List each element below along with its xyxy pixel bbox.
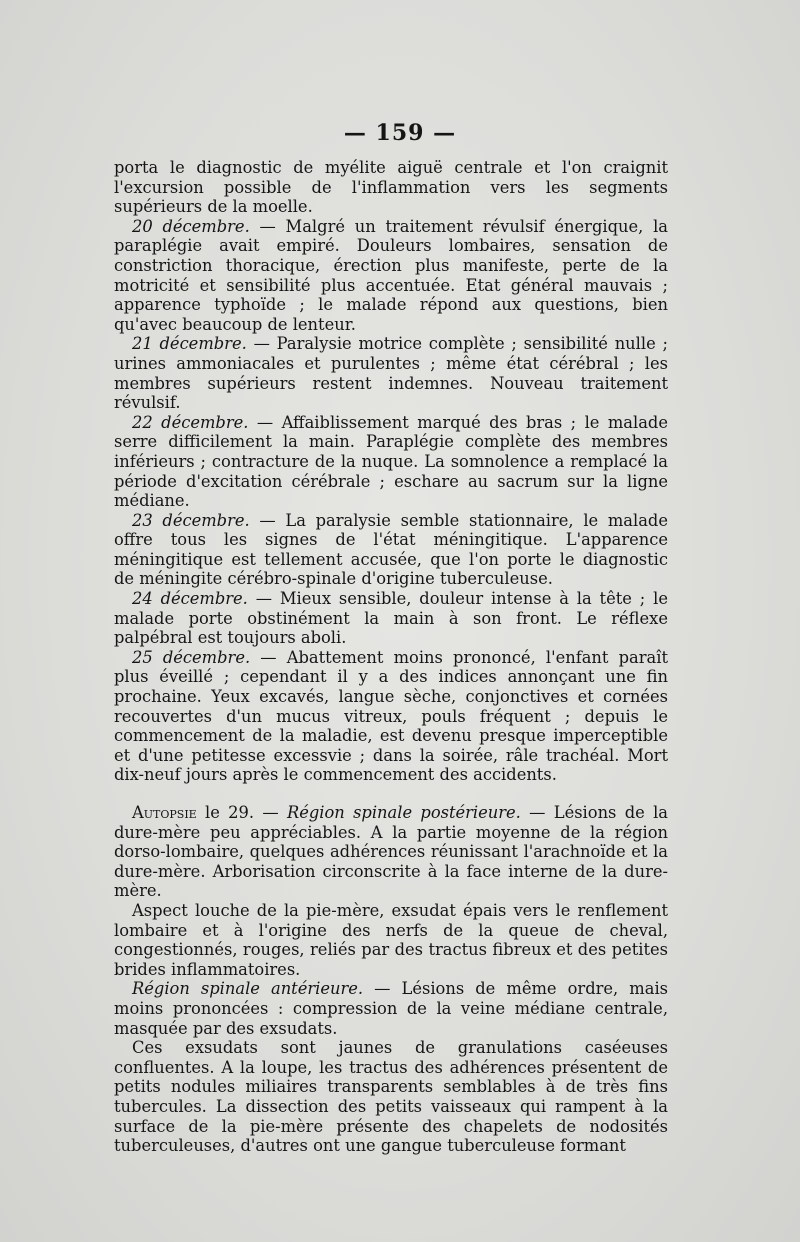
entry-date: 20 décembre. [132, 216, 250, 236]
paragraph: Ces exsudats sont jaunes de granulations caséeuses confluentes. A la loupe, les tractus des adhérences présentent de petits nodules miliaires transparents semblables à de très fins tubercules. La dissection des petits vaisseaux qui rampent à la surface de la pie-mère présente des chapelets de nodosités tuberculeuses, d'autres ont une gangue tuberculeuse formant [114, 1038, 668, 1156]
region-label: Région spinale postérieure. [286, 803, 521, 822]
entry-text: — Abattement moins prononcé, l'enfant paraît plus éveillé ; cependant il y a des indices annonçant une fin prochaine. Yeux excavés, langue sèche, conjonctives et cornées recouvertes d'un mucus vitreux, pouls fréquent ; depuis le commencement de la maladie, est devenu presque imperceptible et d'une petitesse excessvie ; dans la soirée, râle trachéal. Mort dix-neuf jours après le commencement des accidents. [114, 647, 668, 785]
page-number: — 159 — [343, 120, 457, 146]
entry-text: le 29. — [196, 803, 287, 822]
paragraph [114, 413, 668, 511]
entry-date: 23 décembre. [132, 510, 250, 530]
paragraph [114, 589, 668, 648]
paragraph [114, 334, 668, 412]
autopsy-label: Autopsie [132, 803, 197, 822]
entry-text: — La paralysie semble stationnaire, le malade offre tous les signes de l'état méningitique. L'apparence méningitique est tellement accusée, que l'on porte le diagnostic de méningite cérébro-spinale d'origine tuberculeuse. [114, 510, 668, 589]
entry-text: — Lésions de la dure-mère peu appréciables. A la partie moyenne de la région dorso-lombaire, quelques adhérences réunissant l'arachnoïde et la dure-mère. Arborisation circonscrite à la face interne de la dure-mère. [114, 803, 668, 901]
entry-date: 25 décembre. [132, 647, 251, 667]
paragraph: Aspect louche de la pie-mère, exsudat épais vers le renflement lombaire et à l'origine des nerfs de la queue de cheval, congestionnés, rouges, reliés par des tractus fibreux et des petites brides inflammatoires. [114, 900, 668, 979]
region-label: Région spinale antérieure. [132, 979, 364, 999]
paragraph [114, 979, 668, 1038]
body-text [114, 158, 668, 1156]
entry-text: — Mieux sensible, douleur intense à la tête ; le malade porte obstinément la main à son front. Le réflexe palpébral est toujours aboli. [114, 589, 668, 648]
entry-text: — Affaiblissement marqué des bras ; le malade serre difficilement la main. Paraplégie complète des membres inférieurs ; contracture de la nuque. La somnolence a remplacé la période d'excitation cérébrale ; eschare au sacrum sur la ligne médiane. [114, 412, 668, 511]
paragraph [114, 803, 668, 901]
entry-date: 22 décembre. [132, 412, 249, 432]
paragraph: porta le diagnostic de myélite aiguë centrale et l'on craignit l'excursion possible de l'inflammation vers les segments supérieurs de la moelle. [114, 158, 668, 217]
entry-text: — Paralysie motrice complète ; sensibilité nulle ; urines ammoniacales et purulentes ; même état cérébral ; les membres supérieurs restent indemnes. Nouveau traitement révulsif. [114, 334, 668, 413]
entry-date: 21 décembre. [132, 334, 247, 354]
entry-date: 24 décembre. [132, 589, 248, 609]
entry-text: — Lésions de même ordre, mais moins prononcées : compression de la veine médiane centrale, masquée par des exsudats. [114, 979, 669, 1038]
entry-text: — Malgré un traitement révulsif énergique, la paraplégie avait empiré. Douleurs lombaires, sensation de constriction thoracique, érection plus manifeste, perte de la motricité et sensibilité plus accentuée. Etat général mauvais ; apparence typhoïde ; le malade répond aux questions, bien qu'avec beaucoup de lenteur. [114, 216, 668, 334]
paragraph [114, 511, 668, 589]
paragraph [114, 217, 668, 335]
paragraph [114, 648, 668, 785]
